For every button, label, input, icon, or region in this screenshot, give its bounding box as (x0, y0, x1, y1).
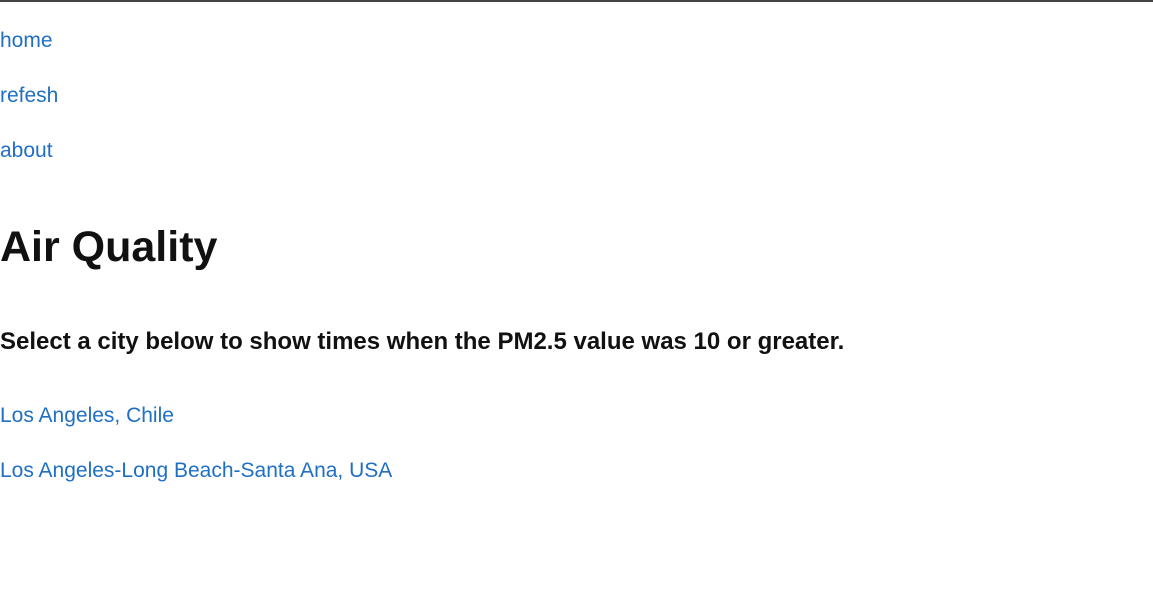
nav-link-home[interactable]: home (0, 29, 53, 52)
top-border-divider (0, 0, 1153, 2)
nav-link-refresh[interactable]: refesh (0, 84, 59, 107)
page-title: Air Quality (0, 223, 218, 271)
city-link-los-angeles-chile[interactable]: Los Angeles, Chile (0, 404, 174, 427)
page-subtitle: Select a city below to show times when the PM2.5 value was 10 or greater. (0, 328, 845, 355)
nav-link-about[interactable]: about (0, 139, 53, 162)
city-link-los-angeles-usa[interactable]: Los Angeles-Long Beach-Santa Ana, USA (0, 459, 393, 482)
